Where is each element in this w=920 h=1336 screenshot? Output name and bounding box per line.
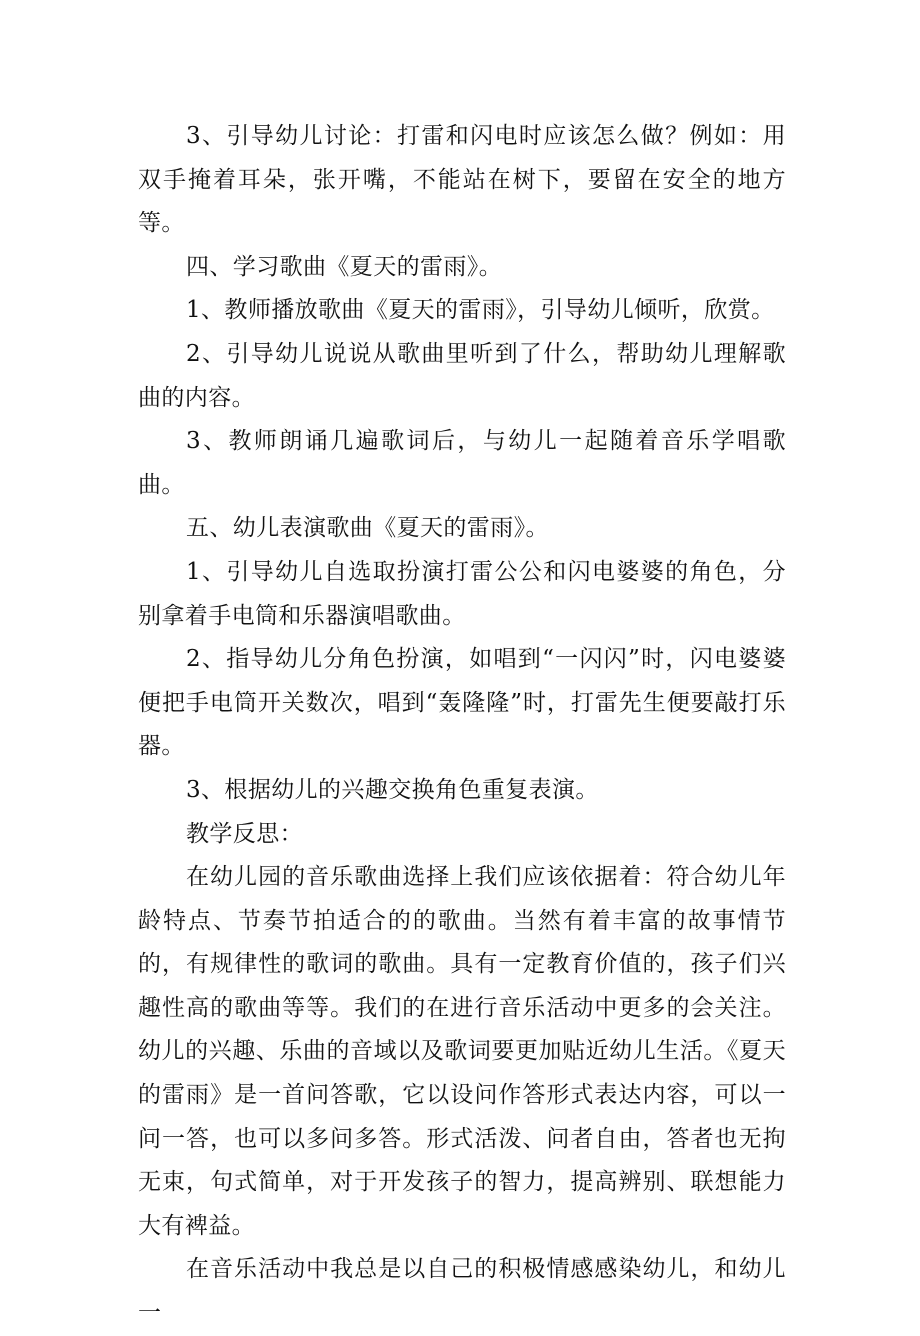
section-heading-learn-song: 四、学习歌曲《夏天的雷雨》。 xyxy=(186,253,503,280)
paragraph-perform-step-2: 2、指导幼儿分角色扮演，如唱到“一闪闪”时，闪电婆婆便把手电筒开关数次，唱到“轰隆隆”时，打雷先生便要敲打乐器。 xyxy=(138,646,786,760)
section-heading-perform-song: 五、幼儿表演歌曲《夏天的雷雨》。 xyxy=(186,515,549,542)
paragraph-reflection-continued: 在音乐活动中我总是以自己的积极情感感染幼儿，和幼儿一 xyxy=(138,1256,786,1327)
paragraph-learn-step-1: 1、教师播放歌曲《夏天的雷雨》，引导幼儿倾听，欣赏。 xyxy=(186,297,775,324)
document-body xyxy=(138,115,786,1336)
paragraph-reflection-body: 在幼儿园的音乐歌曲选择上我们应该依据着：符合幼儿年龄特点、节奏节拍适合的的歌曲。当然有着丰富的故事情节的，有规律性的歌词的歌曲。具有一定教育价值的，孩子们兴趣性高的歌曲等等。我们的在进行音乐活动中更多的会关注。幼儿的兴趣、乐曲的音域以及歌词要更加贴近幼儿生活。《夏天的雷雨》是一首问答歌，它以设问作答形式表达内容，可以一问一答，也可以多问多答。形式活泼、问者自由，答者也无拘无束，句式简单，对于开发孩子的智力，提高辨别、联想能力大有裨益。 xyxy=(138,864,786,1239)
paragraph-perform-step-1: 1、引导幼儿自选取扮演打雷公公和闪电婆婆的角色，分别拿着手电筒和乐器演唱歌曲。 xyxy=(138,558,786,629)
paragraph-learn-step-3: 3、教师朗诵几遍歌词后，与幼儿一起随着音乐学唱歌曲。 xyxy=(138,428,786,498)
paragraph-discussion-step-3: 3、引导幼儿讨论：打雷和闪电时应该怎么做？例如：用双手掩着耳朵，张开嘴，不能站在树下，要留在安全的地方等。 xyxy=(138,123,786,237)
paragraph-perform-step-3: 3、根据幼儿的兴趣交换角色重复表演。 xyxy=(186,776,599,803)
paragraph-learn-step-2: 2、引导幼儿说说从歌曲里听到了什么，帮助幼儿理解歌曲的内容。 xyxy=(138,340,786,411)
section-heading-reflection: 教学反思： xyxy=(186,820,303,847)
